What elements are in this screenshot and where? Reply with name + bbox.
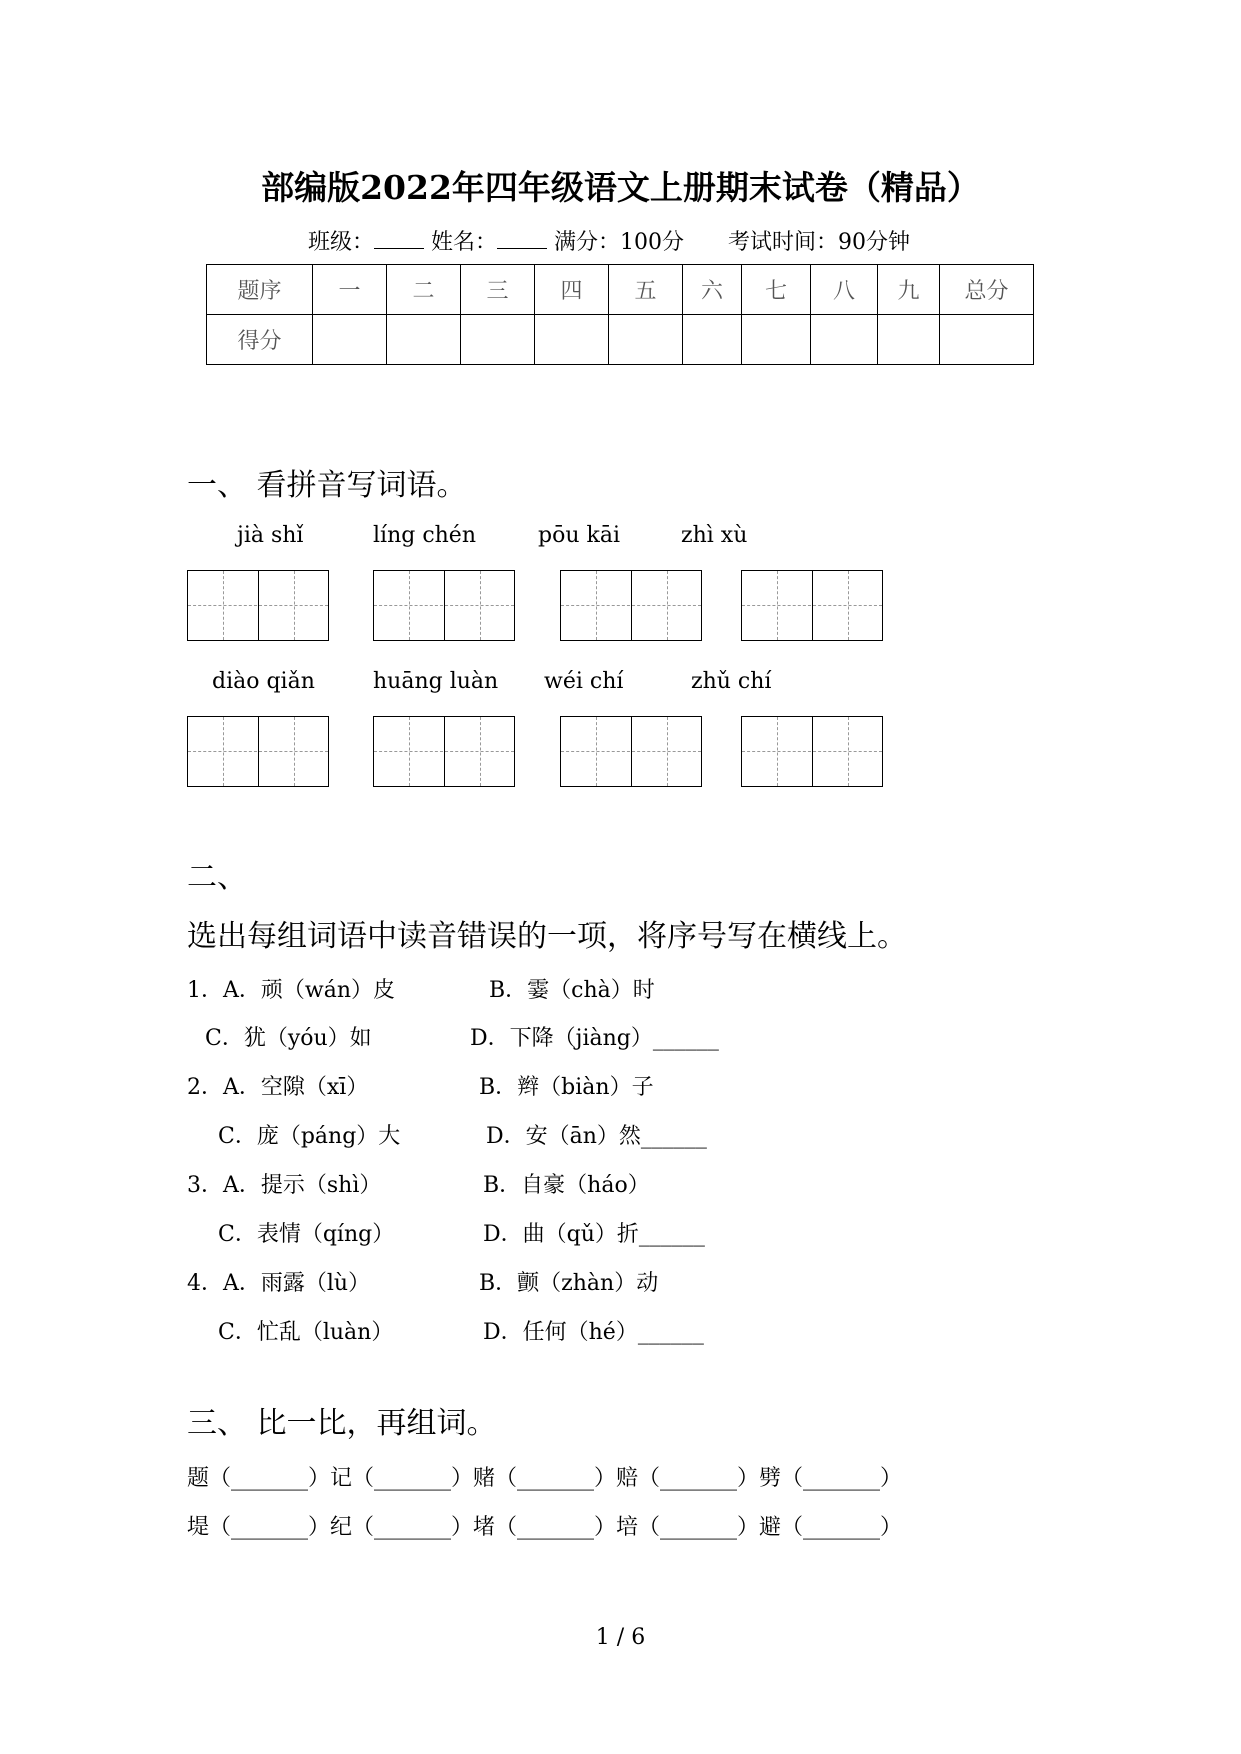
writing-box[interactable] [741, 570, 883, 641]
row-label: 得分 [207, 315, 313, 365]
score-cell[interactable] [811, 315, 878, 365]
option-line: B．自豪（háo） [483, 1173, 650, 1198]
pinyin-label: wéi chí [544, 669, 624, 694]
option-line: C．犹（yóu）如 [205, 1026, 372, 1051]
score-cell[interactable] [878, 315, 940, 365]
score-cell[interactable] [683, 315, 742, 365]
header-cell: 二 [387, 265, 461, 315]
writing-box[interactable] [373, 570, 515, 641]
score-cell[interactable] [535, 315, 609, 365]
option-line: D．任何（hé）______ [483, 1320, 704, 1345]
option-line: C．表情（qíng） [218, 1222, 395, 1247]
option-line: B．辫（biàn）子 [479, 1075, 654, 1100]
header-cell: 总分 [940, 265, 1034, 315]
compare-row: 堤（_______）纪（_______）堵（_______）培（_______）避（_______） [187, 1515, 903, 1540]
header-cell: 五 [609, 265, 683, 315]
section2-number: 二、 [187, 860, 247, 895]
compare-row: 题（_______）记（_______）赌（_______）赔（_______）劈（_______） [187, 1466, 903, 1491]
full-score: 满分：100分 [554, 230, 685, 255]
class-label: 班级： [308, 230, 375, 255]
page-title: 部编版2022年四年级语文上册期末试卷（精品） [261, 168, 980, 207]
option-line: 3．A．提示（shì） [187, 1173, 382, 1198]
option-line: B．霎（chà）时 [489, 978, 655, 1003]
exam-time: 考试时间：90分钟 [728, 230, 911, 255]
writing-box[interactable] [187, 716, 329, 787]
page-number: 1 / 6 [595, 1625, 646, 1650]
header-cell: 四 [535, 265, 609, 315]
writing-box[interactable] [560, 570, 702, 641]
score-cell[interactable] [609, 315, 683, 365]
score-cell[interactable] [742, 315, 811, 365]
pinyin-label: jià shǐ [237, 523, 304, 548]
writing-box[interactable] [187, 570, 329, 641]
option-line: C．庞（páng）大 [218, 1124, 401, 1149]
exam-info [308, 225, 910, 256]
pinyin-label: zhǔ chí [691, 669, 772, 694]
score-row [207, 315, 1034, 365]
writing-box[interactable] [560, 716, 702, 787]
pinyin-label: huāng luàn [373, 669, 499, 694]
option-line: D．下降（jiàng）______ [470, 1026, 719, 1051]
score-header-row [207, 265, 1034, 315]
pinyin-label: diào qiǎn [212, 669, 315, 694]
score-cell[interactable] [940, 315, 1034, 365]
writing-box[interactable] [373, 716, 515, 787]
score-cell[interactable] [461, 315, 535, 365]
name-blank[interactable] [497, 230, 547, 249]
header-cell: 题序 [207, 265, 313, 315]
header-cell: 七 [742, 265, 811, 315]
pinyin-label: pōu kāi [538, 523, 620, 548]
option-line: D．安（ān）然______ [486, 1124, 707, 1149]
class-blank[interactable] [374, 230, 424, 249]
section2-title: 选出每组词语中读音错误的一项，将序号写在横线上。 [187, 919, 907, 954]
option-line: D．曲（qǔ）折______ [483, 1222, 705, 1247]
option-line: 2．A．空隙（xī） [187, 1075, 369, 1100]
section1-title: 一、 看拼音写词语。 [187, 468, 467, 503]
header-cell: 六 [683, 265, 742, 315]
name-label: 姓名： [431, 230, 498, 255]
option-line: 4．A．雨露（lù） [187, 1271, 371, 1296]
score-cell[interactable] [387, 315, 461, 365]
score-cell[interactable] [313, 315, 387, 365]
pinyin-label: zhì xù [681, 523, 748, 548]
section3-title: 三、 比一比，再组词。 [187, 1406, 497, 1441]
pinyin-label: líng chén [373, 523, 476, 548]
option-line: B．颤（zhàn）动 [479, 1271, 659, 1296]
header-cell: 三 [461, 265, 535, 315]
header-cell: 一 [313, 265, 387, 315]
option-line: C．忙乱（luàn） [218, 1320, 394, 1345]
header-cell: 九 [878, 265, 940, 315]
option-line: 1．A．顽（wán）皮 [187, 978, 396, 1003]
writing-box[interactable] [741, 716, 883, 787]
header-cell: 八 [811, 265, 878, 315]
score-table [206, 264, 1034, 365]
